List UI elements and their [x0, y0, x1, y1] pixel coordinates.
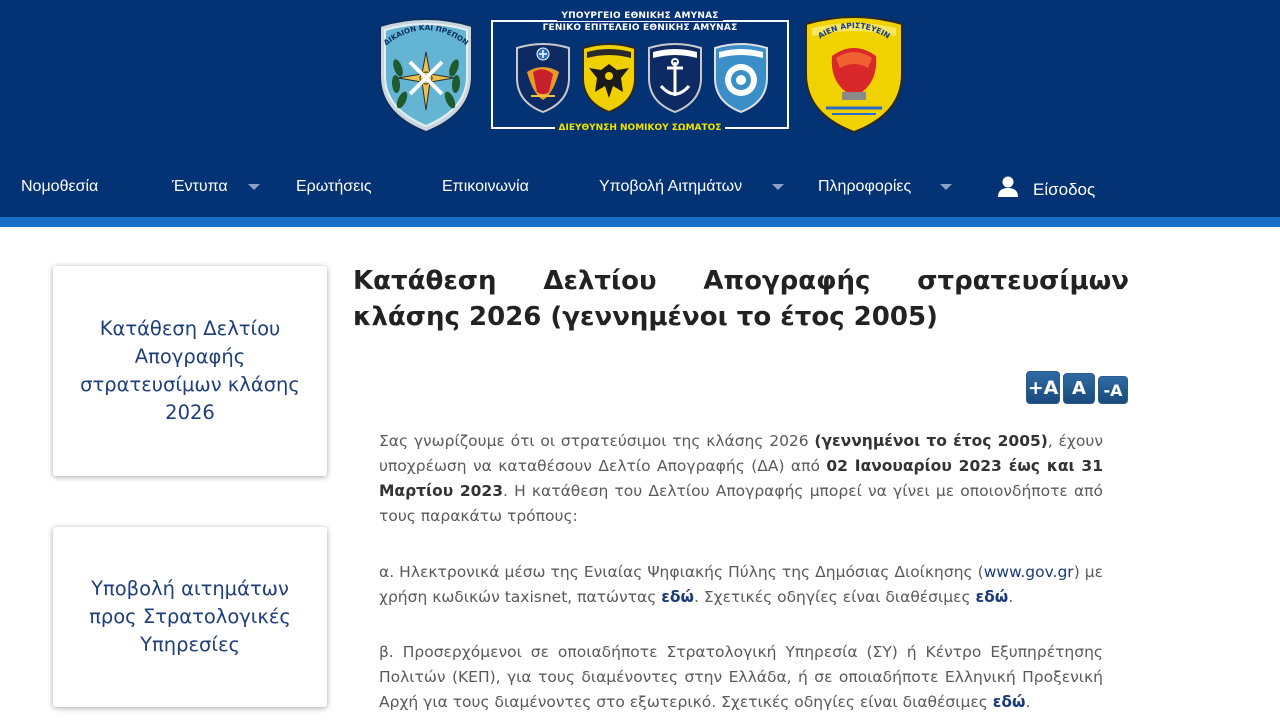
header-accent-stripe — [0, 217, 1280, 227]
login-link[interactable]: Είσοδος — [1033, 180, 1096, 199]
forms-dropdown-chevron-icon[interactable] — [248, 184, 260, 190]
site-header — [0, 0, 1280, 217]
in-person-submission-paragraph: β. Προσερχόμενοι σε οποιαδήποτε Στρατολογική Υπηρεσία (ΣΥ) ή Κέντρο Εξυπηρέτησης Πολιτών (ΚΕΠ), για τους διαμένοντες στην Ελλάδα, ή σε οποιαδήποτε Ελληνική Προξενική Αρχή για τους διαμένοντες στο εξωτερικό. Σχετικές οδηγίες είναι διαθέσιμες εδώ. — [379, 643, 1103, 711]
page-title: Κατάθεση Δελτίου Απογραφής στρατευσίμων κλάσης 2026 (γεννημένοι το έτος 2005) — [353, 266, 1129, 332]
air-force-small-emblem[interactable] — [711, 42, 771, 114]
electronic-submission-paragraph: α. Ηλεκτρονικά μέσω της Ενιαίας Ψηφιακής Πύλης της Δημόσιας Διοίκησης (www.gov.gr) με χρήση κωδικών taxisnet, πατώντας εδώ. Σχετικές οδηγίες είναι διαθέσιμες εδώ. — [379, 563, 1104, 606]
instructions-here-link[interactable]: εδώ — [975, 588, 1009, 606]
sidebar-card-label: Υποβολή αιτημάτων προς Στρατολογικές Υπηρεσίες — [89, 577, 291, 656]
information-dropdown-chevron-icon[interactable] — [940, 184, 952, 190]
main-nav — [0, 170, 1280, 210]
hndgs-emblem[interactable] — [513, 42, 573, 114]
requests-dropdown-chevron-icon[interactable] — [772, 184, 784, 190]
intro-paragraph: Σας γνωρίζουμε ότι οι στρατεύσιμοι της κλάσης 2026 (γεννημένοι το έτος 2005), έχουν υποχρέωση να καταθέσουν Δελτίο Απογραφής (ΔΑ) από 02 Ιανουαρίου 2023 έως και 31 Μαρτίου 2023. Η κατάθεση του Δελτίου Απογραφής μπορεί να γίνει με οποιονδήποτε από τους παρακάτω τρόπους: — [379, 432, 1103, 525]
air-force-emblem[interactable] — [374, 18, 478, 136]
army-emblem[interactable] — [579, 42, 639, 114]
nav-item-information[interactable]: Πληροφορίες — [818, 178, 912, 195]
nav-item-contact[interactable]: Επικοινωνία — [442, 178, 529, 195]
ministry-title: ΥΠΟΥΡΓΕΙΟ ΕΘΝΙΚΗΣ ΑΜΥΝΑΣ — [493, 11, 787, 21]
sidebar-card-label: Κατάθεση Δελτίου Απογραφής στρατευσίμων κλάσης 2026 — [80, 317, 300, 424]
army-emblem-large[interactable] — [802, 16, 906, 136]
nav-item-submit-requests[interactable]: Υποβολή Αιτημάτων — [599, 178, 743, 195]
nav-item-legislation[interactable]: Νομοθεσία — [21, 178, 99, 195]
sidebar-card-submit-requests[interactable] — [53, 527, 327, 707]
left-emblem-motto: ΔΙΚΑΙΟΝ ΚΑΙ ΠΡΕΠΟΝ — [381, 22, 471, 48]
taxisnet-here-link[interactable]: εδώ — [661, 588, 694, 606]
font-reset-button[interactable]: A — [1063, 373, 1095, 404]
font-increase-button[interactable]: +A — [1026, 371, 1060, 404]
right-emblem-motto: ΑΙΕΝ ΑΡΙΣΤΕΥΕΙΝ — [816, 20, 892, 41]
font-decrease-button[interactable]: -A — [1098, 376, 1128, 404]
nav-item-forms[interactable]: Έντυπα — [172, 178, 228, 195]
legal-corps-title: ΔΙΕΥΘΥΝΣΗ ΝΟΜΙΚΟΥ ΣΩΜΑΤΟΣ — [493, 123, 787, 133]
navy-emblem[interactable] — [645, 42, 705, 114]
gov-gr-link[interactable]: www.gov.gr — [983, 563, 1074, 581]
nav-item-questions[interactable]: Ερωτήσεις — [296, 178, 372, 195]
in-person-instructions-link[interactable]: εδώ — [992, 693, 1026, 711]
sidebar-card-enlistment-form[interactable] — [53, 266, 327, 476]
general-staff-title: ΓΕΝΙΚΟ ΕΠΙΤΕΛΕΙΟ ΕΘΝΙΚΗΣ ΑΜΥΝΑΣ — [542, 23, 738, 33]
user-icon[interactable] — [998, 176, 1018, 198]
center-emblem-frame — [491, 11, 789, 133]
